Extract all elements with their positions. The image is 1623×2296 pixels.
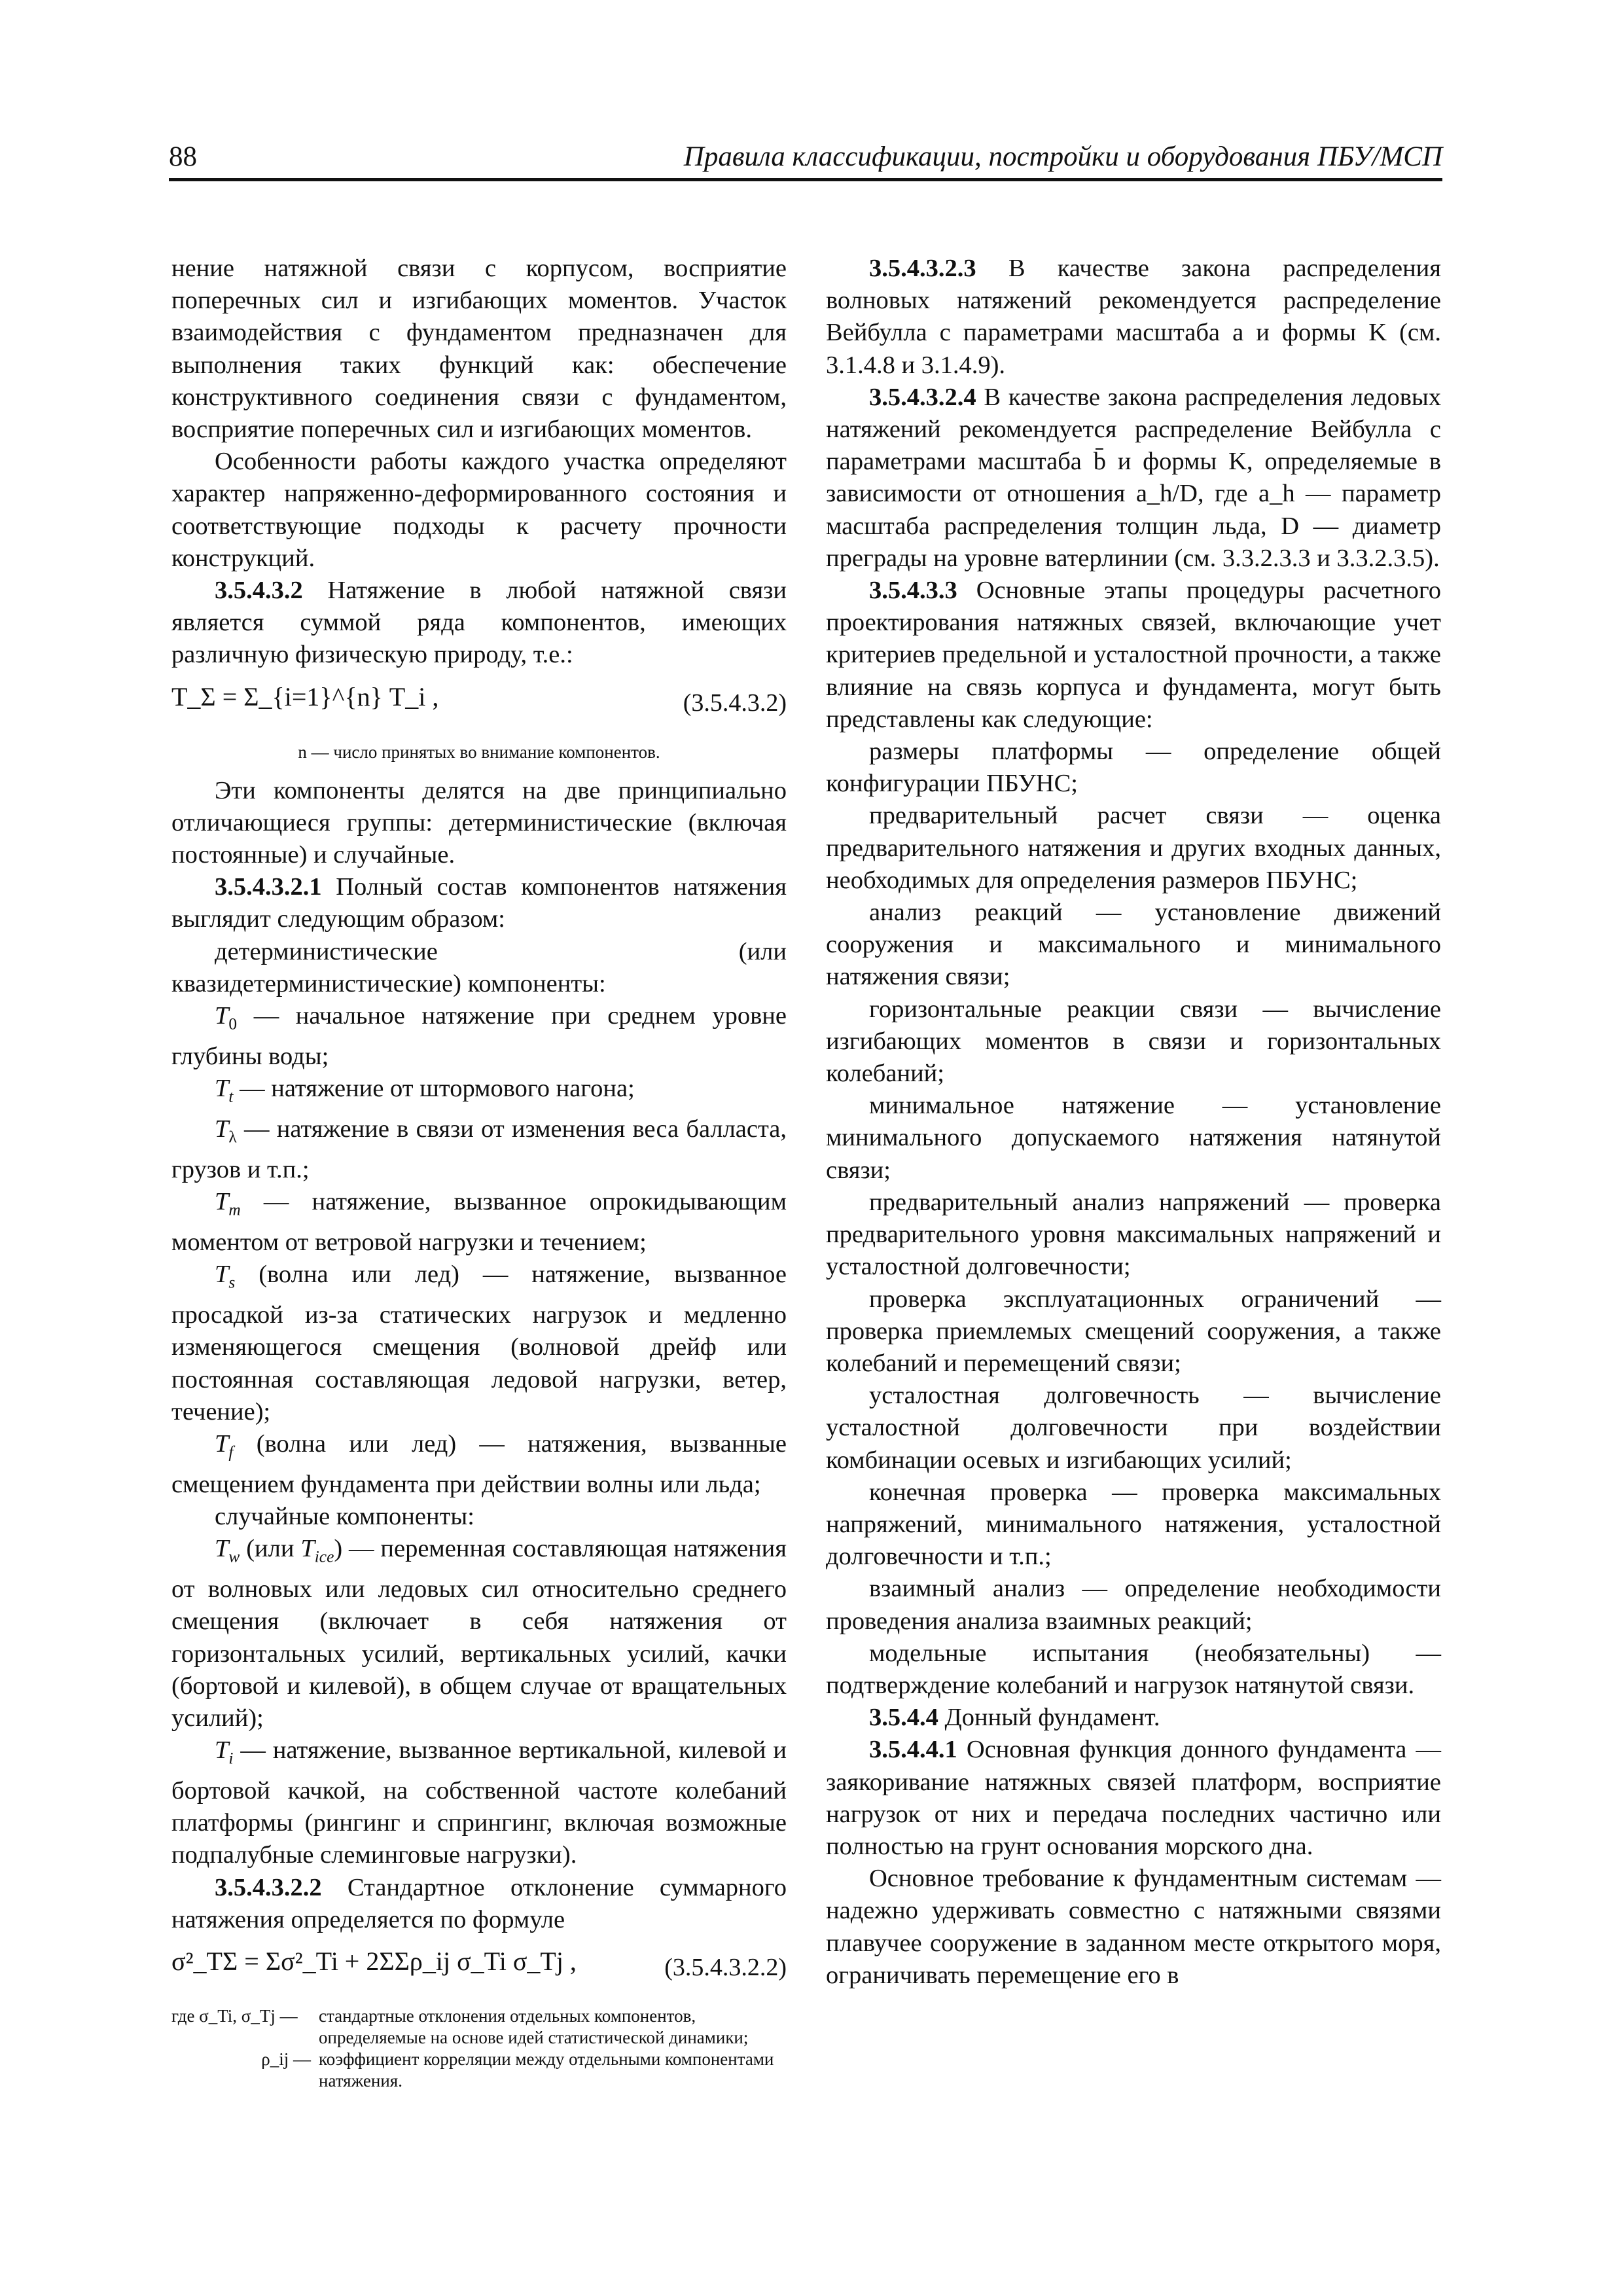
component-tt: $T_t$ — натяжение от штормового нагона; [215,1075,635,1106]
section-number: 3.5.4.3.2.3 [869,255,976,282]
section-number: 3.5.4.4 [869,1704,938,1732]
formula-block [171,681,787,737]
page-number: 88 [169,141,197,172]
list-item: усталостная долговечность — вычисление усталостной долговечности при воздействии комбинации осевых и изгибающих усилий; [826,1382,1441,1474]
list-item: предварительный анализ напряжений — проверка предварительного уровня максимальных напряжений и усталостной долговечности; [826,1188,1441,1281]
paragraph-text: Донный фундамент. [938,1704,1160,1732]
list-item: минимальное натяжение — установление минимального допускаемого натяжения натянутой связи; [826,1092,1441,1184]
list-item: взаимный анализ — определение необходимости проведения анализа взаимных реакций; [826,1575,1441,1635]
definition-text: коэффициент корреляции между отдельными компонентами натяжения. [319,2049,774,2091]
paragraph: Особенности работы каждого участка определяют характер напряженно-деформированного состояния и соответствующие подходы к расчету прочности конструкций. [171,448,787,572]
definition-term: где σ_Ti, σ_Tj — [171,2006,298,2026]
paragraph [171,1872,787,1936]
section-number: 3.5.4.3.2.4 [869,383,976,411]
component-text: (или [240,1535,301,1563]
paragraph [826,575,1441,736]
list-item: проверка эксплуатационных ограничений — проверка приемлемых смещений сооружения, а также колебаний и перемещений связи; [826,1285,1441,1377]
definition-row [171,2005,787,2049]
list-item: анализ реакций — установление движений сооружения и максимального и минимального натяжения связи; [826,899,1441,991]
right-column [826,253,1441,1992]
paragraph-text: В качестве закона распределения волновых натяжений рекомендуется распределение Вейбулла с параметрами масштаба a и формы K (см. 3.1.4.8 и 3.1.4.9). [826,255,1441,379]
list-item: предварительный расчет связи — оценка предварительного натяжения и других входных данных, необходимых для определения размеров ПБУНС; [826,802,1441,894]
formula-number: (3.5.4.3.2) [683,689,787,717]
formula-number: (3.5.4.3.2.2) [664,1954,787,1982]
component-text: — начальное натяжение при среднем уровне глубины воды; [171,1002,787,1070]
section-number: 3.5.4.3.2.1 [215,873,322,901]
definition-text: стандартные отклонения отдельных компонентов, определяемые на основе идей статистической динамики; [319,2006,749,2048]
component-text: — натяжение, вызванное вертикальной, килевой и бортовой качкой, на собственной частоте колебаний платформы (рингинг и спрингинг, включая возможные подпалубные слеминговые нагрузки). [171,1736,787,1869]
paragraph [826,1702,1441,1734]
paragraph [826,253,1441,382]
component-tf: $T_f$ (волна или лед) — натяжения, вызванные смещением фундамента при действии волны или льда; [171,1429,787,1498]
paragraph-text: Натяжение в любой натяжной связи является суммой ряда компонентов, имеющих различную физическую природу, т.е.: [171,577,787,669]
list-item: конечная проверка — проверка максимальных напряжений, минимального натяжения, усталостной долговечности и т.п.; [826,1478,1441,1571]
formula-expression: T_Σ = Σ_{i=1}^{n} T_i , [171,681,439,711]
paragraph [171,575,787,672]
formula-note: n — число принятых во внимание компонентов. [298,742,660,762]
paragraph-text: В качестве закона распределения ледовых натяжений рекомендуется распределение Вейбулла с параметрами масштаба b̄ и формы K, определяемые в зависимости от отношения a_h/D, где a_h — параметр масштаба распределения толщин льда, D — диаметр преграды на уровне ватерлинии (см. 3.3.2.3.3 и 3.3.2.3.5). [826,383,1441,572]
formula-expression: σ²_TΣ = Σσ²_Ti + 2ΣΣρ_ij σ_Ti σ_Tj , [171,1946,577,1977]
section-number: 3.5.4.3.3 [869,577,957,605]
paragraph-text: Основная функция донного фундамента — заякоривание натяжных связей платформ, восприятие нагрузок от них и передача последних частично или полностью на грунт основания морского дна. [826,1736,1441,1860]
formula-definitions [171,2005,787,2092]
page-header [169,135,1442,181]
section-number: 3.5.4.4.1 [869,1736,957,1764]
paragraph-text: Основные этапы процедуры расчетного проектирования натяжных связей, включающие учет критериев предельной и усталостной прочности, а также влияние на связь корпуса и фундамента, могут быть представлены как следующие: [826,577,1441,733]
definition-term: ρ_ij — [261,2049,311,2070]
formula-block [171,1945,787,2001]
paragraph-text: Стандартное отклонение суммарного натяжения определяется по формуле [171,1873,787,1933]
paragraph: Основное требование к фундаментным системам — надежно удерживать совместно с натяжными связями плавучее сооружение в заданном месте открытого моря, ограничивать перемещение его в [826,1865,1441,1989]
paragraph: нение натяжной связи с корпусом, восприятие поперечных сил и изгибающих моментов. Участок взаимодействия с фундаментом предназначен для выполнения таких функций как: обеспечение конструктивного соединения связи с фундаментом, восприятие поперечных сил и изгибающих моментов. [171,255,787,444]
list-item: горизонтальные реакции связи — вычисление изгибающих моментов в связи и горизонтальных колебаний; [826,995,1441,1088]
component-text: (волна или лед) — натяжение, вызванное просадкой из-за статических нагрузок и медленно изменяющегося смещения (волновой дрейф или постоянная составляющая ледовой нагрузки, ветер, течение); [171,1261,787,1426]
component-tw: $T_w$ (или $T_{ice}$) — переменная составляющая натяжения от волновых или ледовых сил относительно среднего смещения (включает в себя натяжения от горизонтальных усилий, вертикальных усилий, качки (бортовой и килевой), в общем случае от вращательных усилий); [171,1535,787,1732]
list-item: размеры платформы — определение общей конфигурации ПБУНС; [826,738,1441,798]
component-text: — натяжение от штормового нагона; [233,1075,635,1103]
paragraph: случайные компоненты: [215,1503,474,1531]
component-t0: $T_0$ — начальное натяжение при среднем уровне глубины воды; [171,1002,787,1070]
paragraph: Эти компоненты делятся на две принципиально отличающиеся группы: детерминистические (включая постоянные) и случайные. [171,776,787,869]
component-text: — натяжение, вызванное опрокидывающим моментом от ветровой нагрузки и течением; [171,1188,787,1257]
left-column [171,253,787,2092]
section-number: 3.5.4.3.2.2 [215,1873,322,1901]
component-tm: $T_m$ — натяжение, вызванное опрокидывающим моментом от ветровой нагрузки и течением; [171,1188,787,1257]
list-item: модельные испытания (необязательны) — подтверждение колебаний и нагрузок натянутой связи. [826,1639,1441,1699]
component-text: — натяжение в связи от изменения веса балласта, грузов и т.п.; [171,1115,787,1183]
paragraph [826,1734,1441,1863]
component-ti: $T_i$ — натяжение, вызванное вертикальной, килевой и бортовой качкой, на собственной частоте колебаний платформы (рингинг и спрингинг, включая возможные подпалубные слеминговые нагрузки). [171,1736,787,1869]
component-text: (волна или лед) — натяжения, вызванные смещением фундамента при действии волны или льда; [171,1429,787,1498]
component-tl: $T_\lambda$ — натяжение в связи от изменения веса балласта, грузов и т.п.; [171,1115,787,1183]
paragraph [171,871,787,935]
running-title: Правила классификации, постройки и оборудования ПБУ/МСП [683,141,1442,172]
definition-row [171,2049,787,2092]
component-text: ) — переменная составляющая натяжения от волновых или ледовых сил относительно среднего смещения (включает в себя натяжения от горизонтальных усилий, вертикальных усилий, качки (бортовой и килевой), в общем случае от вращательных усилий); [171,1535,787,1732]
section-number: 3.5.4.3.2 [215,577,303,605]
paragraph [826,382,1441,575]
paragraph-text: Полный состав компонентов натяжения выглядит следующим образом: [171,873,787,933]
component-ts: $T_s$ (волна или лед) — натяжение, вызванное просадкой из-за статических нагрузок и медленно изменяющегося смещения (волновой дрейф или постоянная составляющая ледовой нагрузки, ветер, течение); [171,1261,787,1426]
paragraph: детерминистические (или квазидетерминистические) компоненты: [171,937,787,997]
